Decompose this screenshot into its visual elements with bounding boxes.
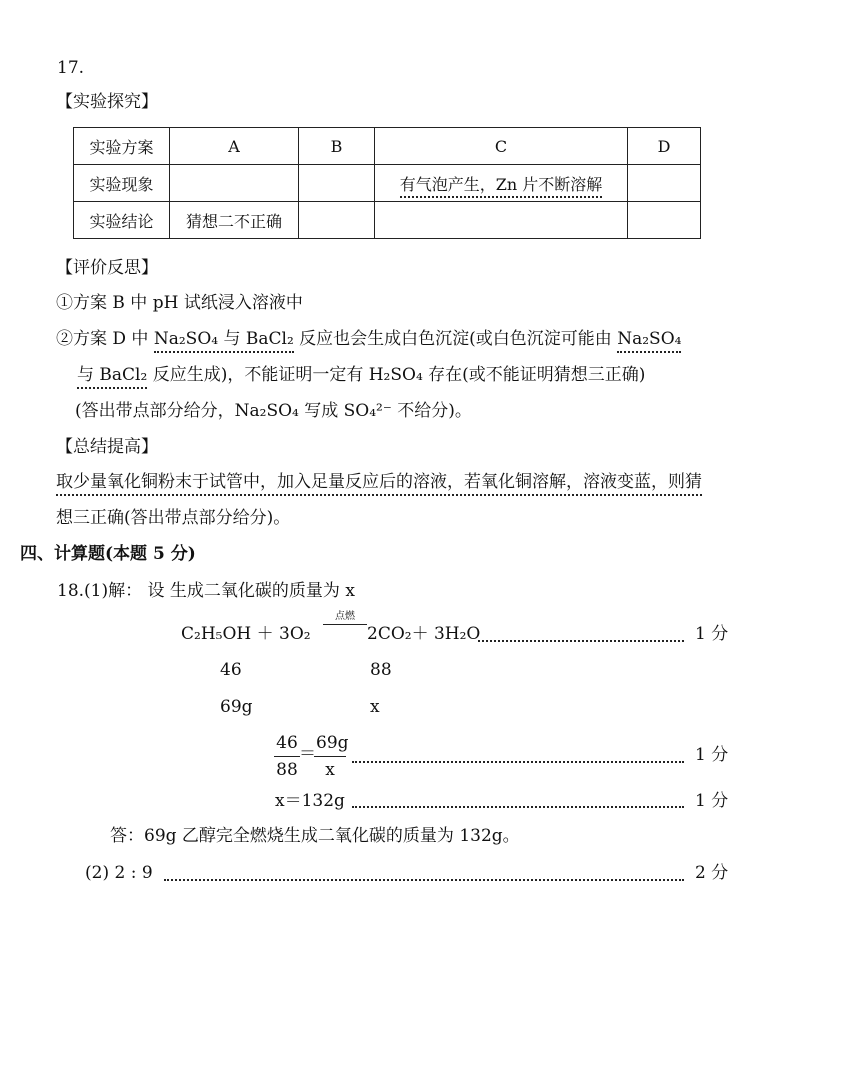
dotted-leader [352, 761, 684, 763]
table-cell [628, 165, 701, 202]
denominator: x [325, 760, 335, 780]
dotted-text: 取少量氧化铜粉末于试管中，加入足量反应后的溶液，若氧化铜溶解，溶液变蓝，则猜 [56, 472, 702, 496]
score: 1 分 [695, 745, 729, 765]
table-cell: 实验结论 [74, 202, 170, 239]
table-cell: B [299, 128, 375, 165]
part-2-answer: (2) 2 : 9 [85, 863, 153, 883]
evaluation-heading: 【评价反思】 [56, 258, 158, 278]
summary-heading: 【总结提高】 [56, 437, 158, 457]
table-cell [375, 202, 628, 239]
table-row [74, 202, 701, 239]
summary-line-2: 想三正确(答出带点部分给分)。 [56, 508, 291, 528]
molar-mass-co2: 88 [370, 660, 392, 680]
result: x＝132g [275, 791, 345, 811]
equals-bar [323, 624, 367, 625]
equals-sign: ＝ [299, 744, 316, 764]
fraction-right [314, 733, 349, 780]
table-cell: 猜想二不正确 [170, 202, 299, 239]
score: 1 分 [695, 791, 729, 811]
summary-line-1 [56, 474, 702, 491]
text-segment: ②方案 D 中 [56, 329, 154, 349]
table-cell: C [375, 128, 628, 165]
evaluation-point-2-line2 [77, 367, 645, 384]
dotted-text: Na₂SO₄ [617, 329, 681, 353]
reaction-arrow [323, 612, 367, 625]
equation-left: C₂H₅OH ＋ 3O₂ [181, 624, 311, 644]
dotted-text: 与 BaCl₂ [77, 365, 147, 389]
evaluation-note: (答出带点部分给分，Na₂SO₄ 写成 SO₄²⁻ 不给分)。 [75, 401, 472, 421]
table-cell-text: 有气泡产生，Zn 片不断溶解 [400, 175, 603, 198]
table-cell [299, 165, 375, 202]
experiment-heading: 【实验探究】 [56, 92, 158, 112]
fraction-left [274, 735, 300, 779]
table-cell [170, 165, 299, 202]
numerator: 69g [314, 735, 346, 757]
dotted-leader [164, 879, 684, 881]
unknown-mass: x [370, 697, 380, 717]
table-cell: 实验现象 [74, 165, 170, 202]
score: 2 分 [695, 863, 729, 883]
given-mass: 69g [220, 697, 253, 717]
dotted-text: Na₂SO₄ 与 BaCl₂ [154, 329, 294, 353]
table-row [74, 165, 701, 202]
text-segment: 反应也会生成白色沉淀(或白色沉淀可能由 [293, 329, 618, 349]
question-number: 17. [57, 58, 85, 78]
table-cell [375, 165, 628, 202]
table-cell: D [628, 128, 701, 165]
equation-right: 2CO₂＋ 3H₂O [367, 624, 481, 644]
denominator: 88 [276, 760, 298, 780]
table-row [74, 128, 701, 165]
table-cell [299, 202, 375, 239]
q18-intro: 18.(1)解： 设 生成二氧化碳的质量为 x [57, 581, 355, 601]
molar-mass-ethanol: 46 [220, 660, 242, 680]
evaluation-point-1: ①方案 B 中 pH 试纸浸入溶液中 [56, 293, 303, 313]
answer: 答：69g 乙醇完全燃烧生成二氧化碳的质量为 132g。 [110, 826, 520, 846]
numerator: 46 [274, 735, 300, 757]
table-cell [628, 202, 701, 239]
reaction-condition: 点燃 [335, 611, 355, 622]
table-cell: A [170, 128, 299, 165]
table-cell: 实验方案 [74, 128, 170, 165]
text-segment: 反应生成)，不能证明一定有 H₂SO₄ 存在(或不能证明猜想三正确) [147, 365, 646, 385]
score: 1 分 [695, 624, 729, 644]
dotted-leader [352, 806, 684, 808]
section-heading: 四、计算题(本题 5 分) [20, 544, 196, 564]
dotted-leader [478, 640, 684, 642]
evaluation-point-2-line1 [56, 331, 681, 348]
experiment-table [73, 127, 701, 239]
